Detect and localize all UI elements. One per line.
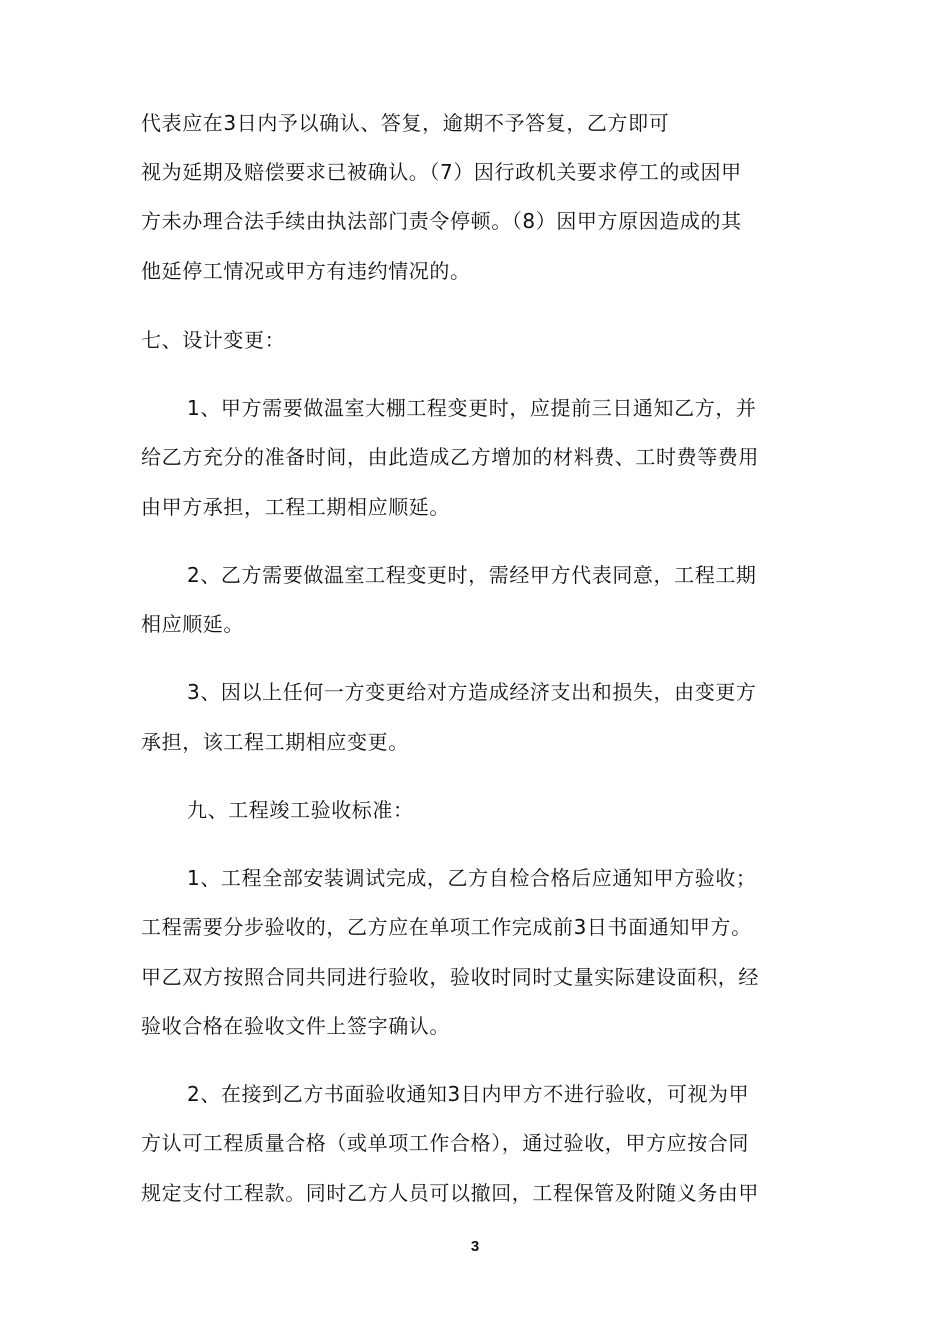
list-item-line: 3、因以上任何一方变更给对方造成经济支出和损失，由变更方 bbox=[187, 680, 757, 704]
section-heading-acceptance-standard: 九、工程竣工验收标准： bbox=[187, 798, 414, 822]
page-number: 3 bbox=[470, 1238, 480, 1255]
list-item-line: 承担，该工程工期相应变更。 bbox=[141, 730, 409, 754]
list-item-line: 工程需要分步验收的，乙方应在单项工作完成前3日书面通知甲方。 bbox=[141, 915, 752, 939]
section-heading-design-change: 七、设计变更： bbox=[141, 328, 286, 352]
list-item-line: 给乙方充分的准备时间，由此造成乙方增加的材料费、工时费等费用 bbox=[141, 445, 759, 469]
list-item-line: 2、在接到乙方书面验收通知3日内甲方不进行验收，可视为甲 bbox=[187, 1082, 750, 1106]
paragraph-line: 他延停工情况或甲方有违约情况的。 bbox=[141, 259, 471, 283]
list-item-line: 1、甲方需要做温室大棚工程变更时，应提前三日通知乙方，并 bbox=[187, 396, 757, 420]
list-item-line: 甲乙双方按照合同共同进行验收，验收时同时丈量实际建设面积，经 bbox=[141, 965, 759, 989]
paragraph-line: 代表应在3日内予以确认、答复，逾期不予答复，乙方即可 bbox=[141, 111, 670, 135]
list-item-line: 方认可工程质量合格（或单项工作合格），通过验收，甲方应按合同 bbox=[141, 1131, 749, 1155]
list-item-line: 2、乙方需要做温室工程变更时，需经甲方代表同意，工程工期 bbox=[187, 563, 757, 587]
list-item-line: 规定支付工程款。同时乙方人员可以撤回，工程保管及附随义务由甲 bbox=[141, 1181, 759, 1205]
list-item-line: 1、工程全部安装调试完成，乙方自检合格后应通知甲方验收； bbox=[187, 866, 757, 890]
paragraph-line: 方未办理合法手续由执法部门责令停顿。（8）因甲方原因造成的其 bbox=[141, 209, 742, 233]
paragraph-line: 视为延期及赔偿要求已被确认。（7）因行政机关要求停工的或因甲 bbox=[141, 160, 742, 184]
list-item-line: 验收合格在验收文件上签字确认。 bbox=[141, 1014, 450, 1038]
list-item-line: 由甲方承担，工程工期相应顺延。 bbox=[141, 495, 450, 519]
list-item-line: 相应顺延。 bbox=[141, 612, 244, 636]
